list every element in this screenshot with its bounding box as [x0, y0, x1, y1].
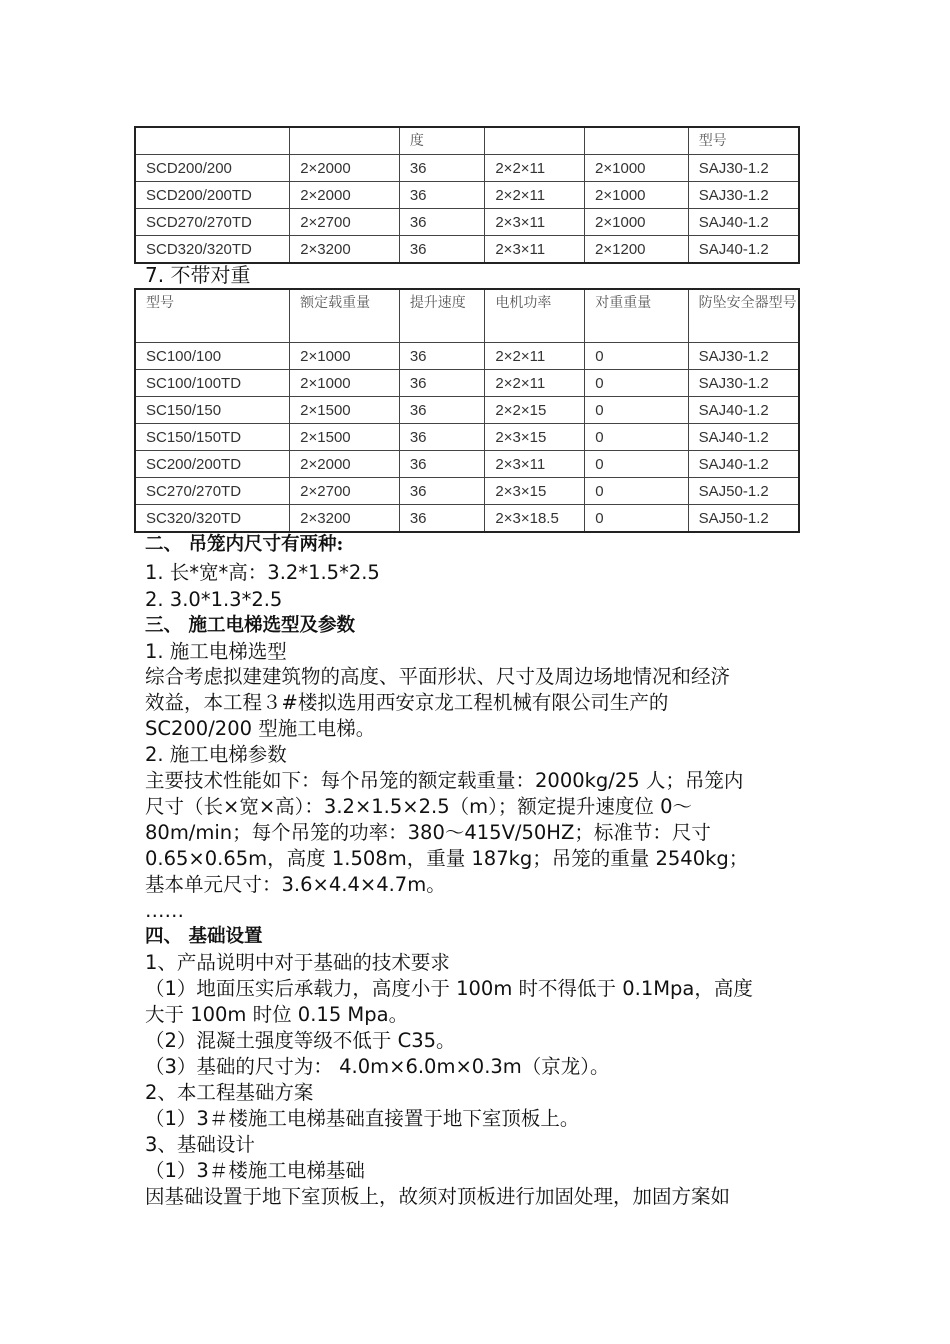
table-row	[135, 236, 799, 264]
table-header-cell	[585, 127, 689, 155]
table-cell: 0	[585, 478, 688, 505]
table-cell: 36	[399, 397, 485, 424]
table-cell: 2×1000	[290, 370, 400, 397]
table-header-cell: 型号	[688, 127, 799, 155]
table-cell: SAJ30-1.2	[688, 343, 799, 370]
section-7-title: 7. 不带对重	[145, 263, 251, 287]
table-cell: 2×1000	[290, 343, 400, 370]
paragraph-line: 1. 施工电梯选型	[145, 640, 287, 663]
table-cell: 2×3200	[290, 505, 400, 533]
table-cell: 2×3×11	[485, 451, 585, 478]
section-heading: 三、 施工电梯选型及参数	[145, 615, 355, 636]
table-cell: SCD200/200TD	[135, 182, 290, 209]
table-cell: 0	[585, 370, 688, 397]
table-cell: 0	[585, 424, 688, 451]
table-cell: 2×2000	[290, 182, 400, 209]
table-cell: 36	[399, 209, 485, 236]
table-cell: 2×3×15	[485, 424, 585, 451]
table-cell: SAJ50-1.2	[688, 505, 799, 533]
paragraph-line: （1）3＃楼施工电梯基础	[145, 1159, 365, 1182]
table-cell: 2×3×11	[485, 236, 585, 264]
paragraph-line: （1）地面压实后承载力，高度小于 100m 时不得低于 0.1Mpa，高度	[145, 977, 753, 1000]
table-cell: SAJ30-1.2	[688, 155, 799, 182]
table-row	[135, 478, 799, 505]
table-cell: 2×2000	[290, 155, 400, 182]
table-header-cell	[290, 127, 400, 155]
table-cell: SC320/320TD	[135, 505, 290, 533]
table-cell: 2×1000	[585, 182, 689, 209]
table-cell: 2×2×11	[485, 182, 585, 209]
table-header-cell: 防坠安全器型号	[688, 289, 799, 343]
table-cell: SAJ50-1.2	[688, 478, 799, 505]
table-cell: 2×3×11	[485, 209, 585, 236]
table-header-cell: 度	[399, 127, 485, 155]
paragraph-line: （2）混凝土强度等级不低于 C35。	[145, 1029, 456, 1052]
paragraph-line: 效益，本工程３#楼拟选用西安京龙工程机械有限公司生产的	[145, 691, 669, 714]
paragraph-line: 2、本工程基础方案	[145, 1081, 314, 1104]
paragraph-line: ……	[145, 899, 184, 922]
table-header-cell	[485, 127, 585, 155]
table-row	[135, 397, 799, 424]
table-row	[135, 209, 799, 236]
table-header-cell: 电机功率	[485, 289, 585, 343]
table-cell: 2×2×11	[485, 155, 585, 182]
elevator-spec-table-with-counterweight	[134, 126, 800, 264]
table-cell: SAJ40-1.2	[688, 209, 799, 236]
table-cell: 2×2×15	[485, 397, 585, 424]
table-row	[135, 451, 799, 478]
table-cell: SCD200/200	[135, 155, 290, 182]
table-cell: 0	[585, 505, 688, 533]
paragraph-line: SC200/200 型施工电梯。	[145, 717, 376, 740]
table-cell: 36	[399, 182, 485, 209]
table-cell: 2×2000	[290, 451, 400, 478]
table-cell: 2×1000	[585, 155, 689, 182]
table-cell: 0	[585, 343, 688, 370]
table-cell: 36	[399, 451, 485, 478]
table-cell: SAJ40-1.2	[688, 397, 799, 424]
paragraph-line: 尺寸（长×宽×高）：3.2×1.5×2.5（m）；额定提升速度位 0～	[145, 795, 692, 818]
table-cell: 36	[399, 505, 485, 533]
table-cell: 0	[585, 397, 688, 424]
table-header-cell: 对重重量	[585, 289, 688, 343]
table-cell: SC270/270TD	[135, 478, 290, 505]
elevator-spec-table-without-counterweight	[134, 288, 800, 533]
table-cell: 2×1000	[585, 209, 689, 236]
table-cell: SAJ30-1.2	[688, 182, 799, 209]
table-cell: SC150/150	[135, 397, 290, 424]
paragraph-line: 2. 3.0*1.3*2.5	[145, 588, 283, 611]
table-row	[135, 155, 799, 182]
table-cell: SC200/200TD	[135, 451, 290, 478]
table-cell: SC100/100	[135, 343, 290, 370]
section-heading: 四、 基础设置	[145, 926, 263, 947]
table-cell: 36	[399, 370, 485, 397]
paragraph-line: 0.65×0.65m，高度 1.508m，重量 187kg；吊笼的重量 2540kg；	[145, 847, 749, 870]
table-cell: SAJ30-1.2	[688, 370, 799, 397]
table-cell: SAJ40-1.2	[688, 236, 799, 264]
table-cell: SAJ40-1.2	[688, 451, 799, 478]
table-cell: 2×2×11	[485, 370, 585, 397]
table-cell: 36	[399, 236, 485, 264]
paragraph-line: 大于 100m 时位 0.15 Mpa。	[145, 1003, 409, 1026]
paragraph-line: 综合考虑拟建建筑物的高度、平面形状、尺寸及周边场地情况和经济	[145, 665, 731, 688]
paragraph-line: （3）基础的尺寸为： 4.0m×6.0m×0.3m（京龙）。	[145, 1055, 610, 1078]
table-cell: 36	[399, 155, 485, 182]
table-cell: 2×3×18.5	[485, 505, 585, 533]
table-row	[135, 182, 799, 209]
table-header-cell: 提升速度	[399, 289, 485, 343]
table-cell: 36	[399, 343, 485, 370]
paragraph-line: 1. 长*宽*高：3.2*1.5*2.5	[145, 561, 380, 584]
table-cell: SCD270/270TD	[135, 209, 290, 236]
table-cell: SC150/150TD	[135, 424, 290, 451]
table-cell: SAJ40-1.2	[688, 424, 799, 451]
paragraph-line: 2. 施工电梯参数	[145, 743, 287, 766]
table-cell: 2×2×11	[485, 343, 585, 370]
paragraph-line: 1、产品说明中对于基础的技术要求	[145, 951, 450, 974]
table-header-cell: 额定载重量	[290, 289, 400, 343]
table-cell: 0	[585, 451, 688, 478]
table-row	[135, 370, 799, 397]
table-cell: SC100/100TD	[135, 370, 290, 397]
table-header-row	[135, 127, 799, 155]
table-row	[135, 505, 799, 533]
table-cell: 36	[399, 424, 485, 451]
table-cell: 2×1200	[585, 236, 689, 264]
table-cell: 2×2700	[290, 478, 400, 505]
table-row	[135, 343, 799, 370]
table-row	[135, 424, 799, 451]
table-cell: SCD320/320TD	[135, 236, 290, 264]
table-cell: 2×2700	[290, 209, 400, 236]
paragraph-line: 因基础设置于地下室顶板上，故须对顶板进行加固处理，加固方案如	[145, 1185, 731, 1208]
paragraph-line: 3、基础设计	[145, 1133, 255, 1156]
table-cell: 2×1500	[290, 424, 400, 451]
table-header-row	[135, 289, 799, 343]
paragraph-line: （1）3＃楼施工电梯基础直接置于地下室顶板上。	[145, 1107, 580, 1130]
table-header-cell: 型号	[135, 289, 290, 343]
paragraph-line: 主要技术性能如下：每个吊笼的额定载重量：2000kg/25 人；吊笼内	[145, 769, 744, 792]
table-cell: 2×3×15	[485, 478, 585, 505]
table-cell: 36	[399, 478, 485, 505]
table-cell: 2×3200	[290, 236, 400, 264]
table-cell: 2×1500	[290, 397, 400, 424]
section-heading: 二、 吊笼内尺寸有两种:	[145, 534, 344, 555]
table-header-cell	[135, 127, 290, 155]
paragraph-line: 基本单元尺寸：3.6×4.4×4.7m。	[145, 873, 446, 896]
paragraph-line: 80m/min；每个吊笼的功率：380～415V/50HZ；标准节：尺寸	[145, 821, 711, 844]
